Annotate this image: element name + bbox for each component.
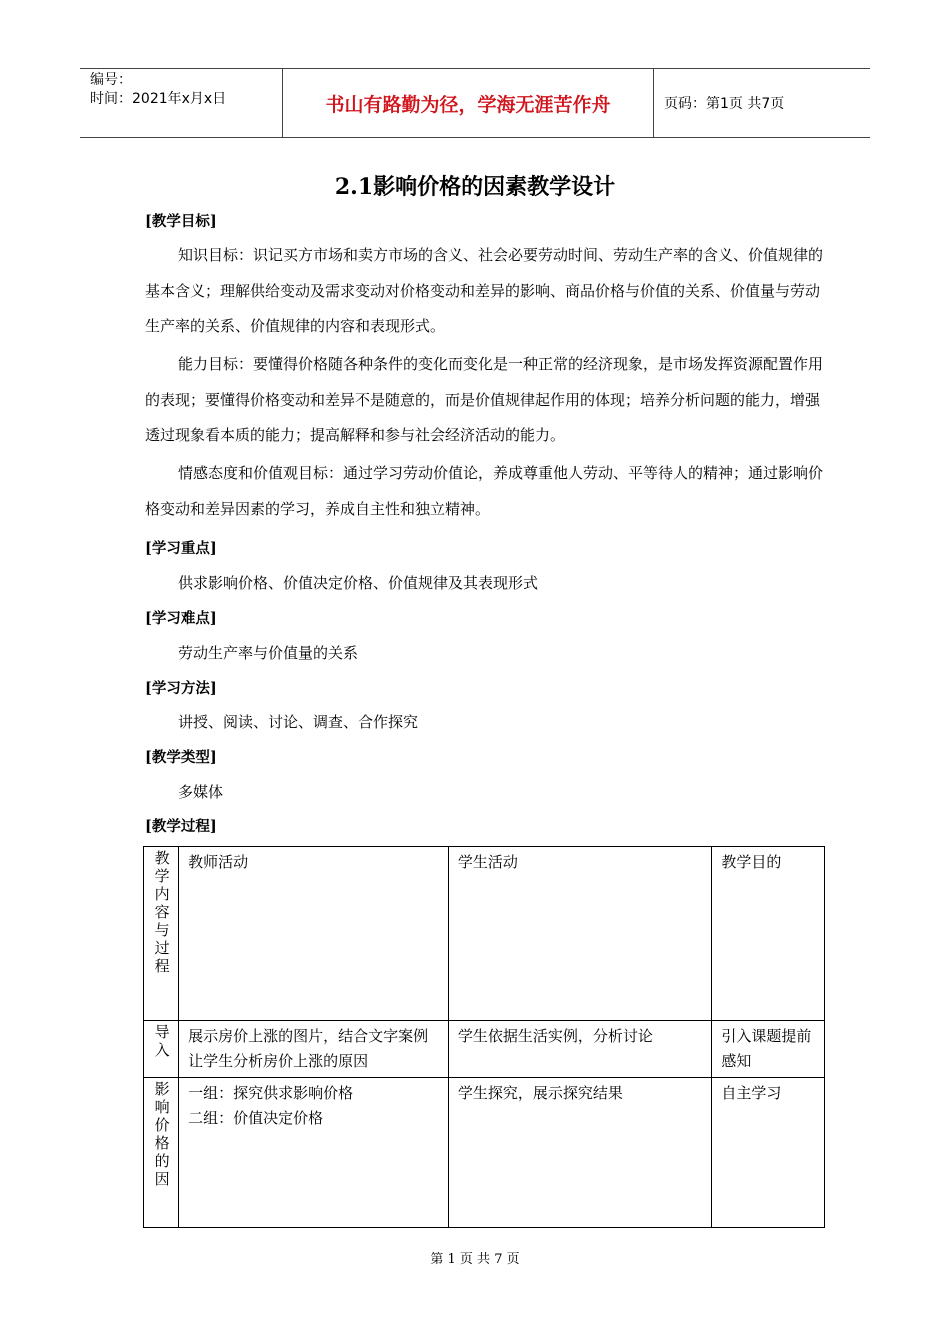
table-header-cell: 教学内容与过程 — [144, 847, 179, 1021]
table-header-cell: 教学目的 — [712, 847, 825, 1021]
table-row — [144, 1078, 825, 1228]
table-cell: 引入课题提前感知 — [712, 1021, 825, 1078]
type-text: 多媒体 — [178, 783, 224, 801]
method-heading: [学习方法] — [145, 680, 217, 697]
objective-emotion: 情感态度和价值观目标：通过学习劳动价值论，养成尊重他人劳动、平等待人的精神；通过影响价格变动和差异因素的学习，养成自主性和独立精神。 — [145, 464, 824, 518]
page-footer: 第 1 页 共 7 页 — [430, 1252, 520, 1267]
number-label: 编号： — [90, 72, 132, 88]
difficulty-heading: [学习难点] — [145, 610, 217, 627]
type-heading: [教学类型] — [145, 749, 217, 766]
document-title: 2.1影响价格的因素教学设计 — [334, 174, 616, 200]
header-page-info: 页码：第1页 共7页 — [664, 96, 785, 112]
objective-ability: 能力目标：要懂得价格随各种条件的变化而变化是一种正常的经济现象，是市场发挥资源配置作用的表现；要懂得价格变动和差异不是随意的，而是价值规律起作用的体现；培养分析问题的能力，增强透过现象看本质的能力；提高解释和参与社会经济活动的能力。 — [145, 355, 824, 444]
header-motto: 书山有路勤为径，学海无涯苦作舟 — [282, 69, 654, 137]
table-row — [144, 1021, 825, 1078]
method-text: 讲授、阅读、讨论、调查、合作探究 — [178, 713, 419, 731]
table-cell: 自主学习 — [712, 1078, 825, 1228]
table-cell: 学生探究，展示探究结果 — [448, 1078, 712, 1228]
table-cell: 影响价格的因 — [144, 1078, 179, 1228]
process-table — [143, 846, 825, 1228]
table-cell: 学生依据生活实例，分析讨论 — [448, 1021, 712, 1078]
table-cell: 展示房价上涨的图片，结合文字案例让学生分析房价上涨的原因 — [179, 1021, 449, 1078]
objective-knowledge: 知识目标：识记买方市场和卖方市场的含义、社会必要劳动时间、劳动生产率的含义、价值规律的基本含义；理解供给变动及需求变动对价格变动和差异的影响、商品价格与价值的关系、价值量与劳动生产率的关系、价值规律的内容和表现形式。 — [145, 246, 824, 335]
table-header-cell: 学生活动 — [448, 847, 712, 1021]
objectives-heading: [教学目标] — [145, 213, 217, 230]
table-cell: 一组：探究供求影响价格 二组：价值决定价格 — [179, 1078, 449, 1228]
time-label: 时间：2021年x月x日 — [90, 91, 227, 107]
header-meta — [80, 69, 282, 137]
table-header-cell: 教师活动 — [179, 847, 449, 1021]
page-header — [80, 68, 870, 138]
table-cell: 导入 — [144, 1021, 179, 1078]
process-heading: [教学过程] — [145, 818, 217, 835]
table-header-row — [144, 847, 825, 1021]
focus-text: 供求影响价格、价值决定价格、价值规律及其表现形式 — [178, 574, 539, 592]
difficulty-text: 劳动生产率与价值量的关系 — [178, 644, 359, 662]
focus-heading: [学习重点] — [145, 540, 217, 557]
